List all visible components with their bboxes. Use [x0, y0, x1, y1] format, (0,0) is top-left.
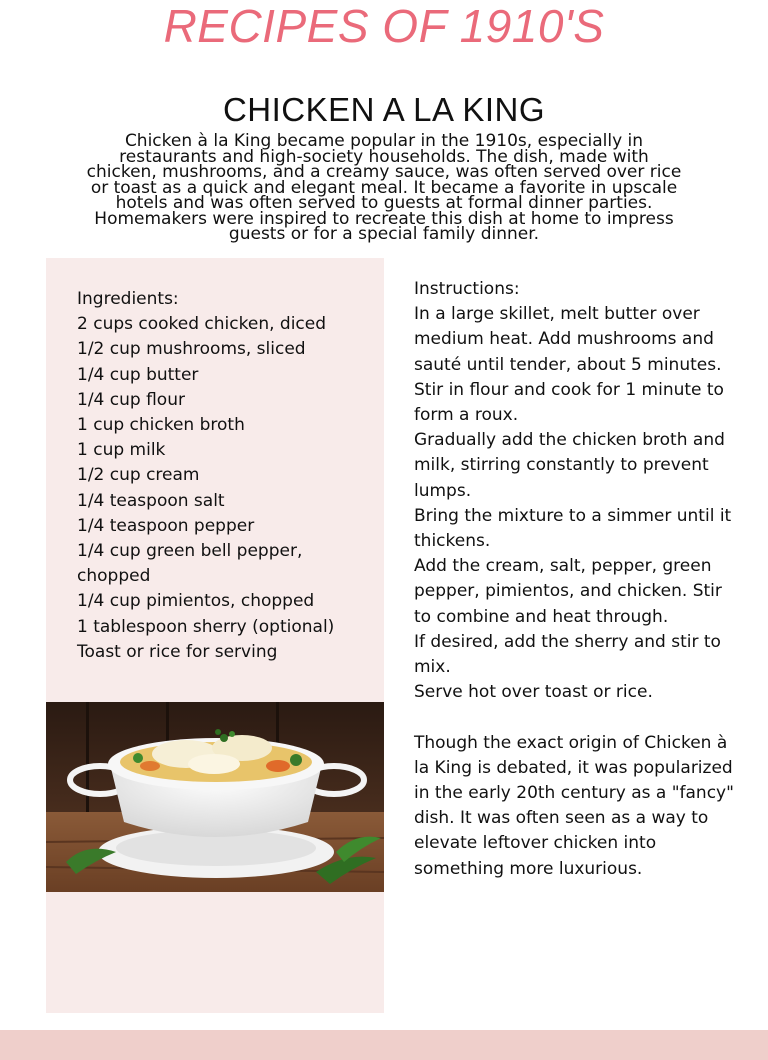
recipe-intro	[40, 131, 728, 244]
instruction-step: Gradually add the chicken broth and milk, stirring constantly to prevent lumps.	[414, 430, 725, 501]
instruction-step: Serve hot over toast or rice.	[414, 682, 653, 703]
ingredient-item: 1/4 cup butter	[77, 364, 199, 385]
intro-line: guests or for a special family dinner.	[228, 224, 540, 244]
ingredients-heading: Ingredients:	[77, 289, 179, 309]
ingredient-item: 1/2 cup mushrooms, sliced	[77, 339, 306, 360]
ingredient-item: 1/4 teaspoon salt	[77, 490, 225, 511]
ingredient-item: 1/4 cup green bell pepper, chopped	[77, 541, 303, 587]
ingredient-item: 1/4 cup flour	[77, 389, 185, 410]
instructions-heading: Instructions:	[414, 279, 520, 299]
instruction-step: Stir in flour and cook for 1 minute to form a roux.	[414, 379, 724, 426]
intro-line: chicken, mushrooms, and a creamy sauce, was often served over rice	[86, 162, 682, 182]
ingredient-item: 1 cup chicken broth	[77, 415, 245, 436]
instruction-step: Add the cream, salt, pepper, green pepper, pimientos, and chicken. Stir to combine and heat through.	[414, 556, 722, 627]
footer-bar	[0, 1030, 768, 1060]
origin-note: Though the exact origin of Chicken à la King is debated, it was popularized in the early 20th century as a "fancy" dish. It was often seen as a way to elevate leftover chicken into something more luxurious.	[414, 732, 734, 879]
ingredient-item: 1 tablespoon sherry (optional)	[77, 616, 335, 637]
ingredients-list	[77, 287, 367, 665]
intro-line: or toast as a quick and elegant meal. It became a favorite in upscale	[90, 177, 678, 198]
ingredient-item: 1 cup milk	[77, 440, 166, 461]
intro-line: hotels and was often served to guests at formal dinner parties.	[115, 193, 653, 213]
chicken-dish-photo	[46, 702, 384, 892]
ingredient-item: 1/4 cup pimientos, chopped	[77, 591, 315, 612]
recipe-title: CHICKEN A LA KING	[222, 91, 546, 128]
instructions-section	[414, 277, 734, 882]
instruction-step: Bring the mixture to a simmer until it thickens.	[414, 505, 732, 552]
instruction-step: In a large skillet, melt butter over medium heat. Add mushrooms and sauté until tender, about 5 minutes.	[414, 304, 722, 375]
intro-line: Chicken à la King became popular in the 1910s, especially in	[124, 131, 644, 151]
ingredient-item: 1/2 cup cream	[77, 465, 200, 486]
instruction-step: If desired, add the sherry and stir to mix.	[414, 631, 721, 678]
intro-line: Homemakers were inspired to recreate this dish at home to impress	[94, 208, 674, 229]
page-header-title: RECIPES OF 1910'S	[163, 0, 605, 52]
intro-line: restaurants and high-society households. The dish, made with	[119, 146, 649, 167]
ingredient-item: 1/4 teaspoon pepper	[77, 515, 255, 536]
ingredient-item: Toast or rice for serving	[77, 641, 278, 662]
paragraph-gap	[414, 705, 734, 730]
ingredient-item: 2 cups cooked chicken, diced	[77, 314, 327, 335]
